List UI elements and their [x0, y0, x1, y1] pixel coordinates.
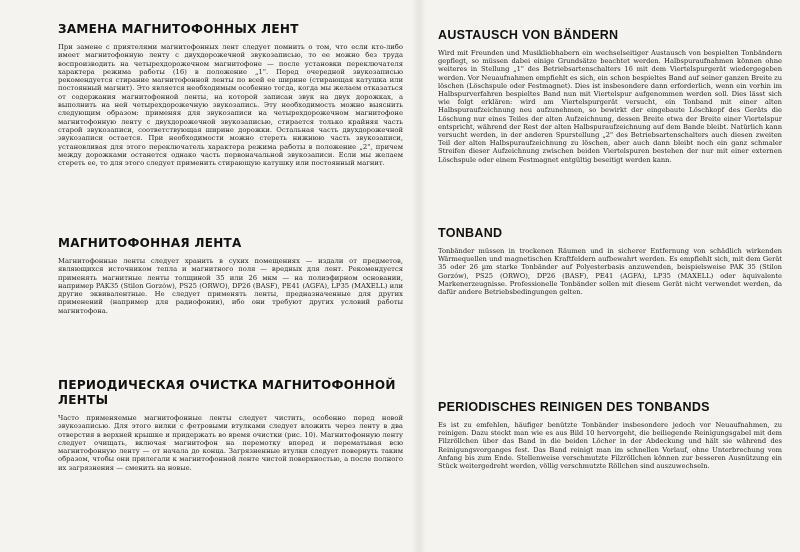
de-title-tape-exchange: AUSTAUSCH VON BÄNDERN	[438, 28, 619, 42]
ru-section-tape	[58, 236, 403, 315]
ru-title-tape: МАГНИТОФОННАЯ ЛЕНТА	[58, 236, 242, 250]
russian-page	[58, 0, 403, 552]
de-title-tape: TONBAND	[438, 226, 503, 240]
german-page	[438, 0, 782, 552]
de-text-tape-exchange: Wird mit Freunden und Musikliebhabern ein wechselseitiger Austausch von bespielten Tonbändern gepflegt, so müssen dabei einige Grundsätze beachtet werden. Halbspuraufnahmen können ohne weiteres in Stellung „1" des Betriebsartenschalters 16 mit dem Viertelspurgerät wiedergegeben werden. Vor Neuaufnahmen empfiehlt es sich, ein schon bespieltes Band auf seiner ganzen Breite zu löschen (Löschspule oder Festmagnet). Dies ist insbesondere dann erforderlich, wenn ein vorhin im Halbspurverfahren bespieltes Band nun mit Viertelspur aufgenommen werden soll. Dies lässt sich wie folgt erklären: wird am Viertelspurgerät versucht, ein Tonband mit einer alten Halbspuraufzeichnung neu aufzunehmen, so bewirkt der eingebaute Löschkopf des Geräts die Löschung nur eines Teiles der alten Aufzeichnung, dessen Breite etwa der Breite einer Viertelspur entspricht, während der Rest der alten Halbspuraufzeichnung auf dem Bande bleibt. Natürlich kann versucht werden, in der anderen Spurstellung „2" des Betriebsartenschalters auch diesen zweiten Teil der alten Halbspuraufzeichnung zu löschen, aber auch dann bleibt noch ein ganz schmaler Streifen dieser Aufzeichnung zwischen beiden Viertelspuren bestehen der nur mit einer externen Löschspule oder einem Festmagnet entgültig beseitigt werden kann.	[438, 49, 782, 164]
page-gutter	[412, 0, 426, 552]
ru-section-cleaning	[58, 378, 403, 472]
ru-text-cleaning: Часто применяемые магнитофонные ленты следует чистить, особенно перед новой звукозаписью. Для этого вилки с фетровыми втулками следует вложить через ленту в два отверстия в верхней крышке и придержать во время очистки (рис. 10). Магнитофонную ленту следует очищать, включая магнитофон на перемотку вперед и перематывая всю магнитофонную ленту — от начала до конца. Загрязненные втулки следует повернуть таким образом, чтобы они прилегали к магнитофонной ленте чистой поверхностью, а после полного их загрязнения — сменить на новые.	[58, 414, 403, 472]
de-section-cleaning	[438, 400, 782, 470]
de-section-tape	[438, 226, 782, 296]
ru-section-tape-exchange	[58, 22, 403, 167]
ru-text-tape: Магнитофонные ленты следует хранить в сухих помещениях — издали от предметов, являющихся источником тепла и магнитного поля — вредных для лент. Рекомендуется применять магнитные ленты толщиной 35 или 26 мкм — на полиэфирном основании, например PAK35 (Stilon Gorzów), PS25 (ORWO), DP26 (BASF), PE41 (AGFA), LP35 (MAXELL) или другие эквивалентные. Не следует применять ленты, предназначенные для других применений (например для радиофонии), ибо они требуют других условий работы магнитофона.	[58, 257, 403, 315]
de-section-tape-exchange	[438, 28, 782, 164]
de-text-cleaning: Es ist zu emfehlen, häufiger benützte Tonbänder insbesondere jedoch vor Neuaufnahmen, zu reinigen. Dazu steckt man wie es aus Bild 10 hervorgeht, die beiliegende Reinigungsgabel mit dem Filzröllchen über das Band in die beiden Löcher in der Abdeckung und hält sie während des Reinigungsvorganges fest. Das Band reinigt man im schnellen Vorlauf, ohne Unterbrechung vom Anfang bis zum Ende. Stellenweise verschmutzte Filzröllchen können zur besseren Ausnützung ein Stück weitergedreht werden, völlig verschmutzte Röllchen sind auszuwechseln.	[438, 421, 782, 471]
de-text-tape: Tonbänder müssen in trockenen Räumen und in sicherer Entfernung von schädlich wirkenden Wärmequellen und magnetischen Kraftfeldern aufbewahrt werden. Es empfiehlt sich, mit dem Gerät 35 oder 26 µm starke Tonbänder auf Polyesterbasis anzuwenden, beispielsweise PAK 35 (Stilon Gorzów), PS25 (ORWO), DP26 (BASF), PE41 (AGFA), LP35 (MAXELL) oder äquivalente Markenerzeugnisse. Professionelle Tonbänder sollen mit diesem Gerät nicht verwendet werden, da dafür andere Betriebsbedingungen gelten.	[438, 247, 782, 297]
de-title-cleaning: PERIODISCHES REINIGEN DES TONBANDS	[438, 400, 710, 414]
ru-title-cleaning: ПЕРИОДИЧЕСКАЯ ОЧИСТКА МАГНИТОФОННОЙ ЛЕНТЫ	[58, 378, 396, 407]
ru-title-tape-exchange: ЗАМЕНА МАГНИТОФОННЫХ ЛЕНТ	[58, 22, 299, 36]
ru-text-tape-exchange: При замене с приятелями магнитофонных лент следует помнить о том, что если кто-либо имеет магнитофонную ленту с двухдорожечной звукозаписью, то ее можно без труда воспроизводить на четырехдорожечном магнитофоне — после установки переключателя характера режима работы (16) в положение „1". Перед очередной звукозаписью рекомендуется стирание магнитофонной ленты по всей ее ширине (стирающая катушка или постоянный магнит). Это является необходимым особенно тогда, когда мы желаем отказаться от содержания магнитофонной ленты, на которой записан звук на двух дорожках, а выполнить на ней четырехдорожечную звукозапись. Эту необходимость можно выяснить следующим образом: применяя для звукозаписи на четырехдорожечном магнитофоне магнитофонную ленту с двухдорожечной звукозаписью, стирается только крайняя часть старой звукозаписи, соответствующая ширине дорожки. Остальная часть двухдорожечной звукозаписи остается. При необходимости можно стереть нижнюю часть звукозаписи, установливая для этого переключатель характера режима работы в положение „2", причем между дорожками останется однако часть первоначальной звукозаписи. Если мы желаем стереть ее, то для этого следует применить стирающую катушку или постоянный магнит.	[58, 43, 403, 168]
